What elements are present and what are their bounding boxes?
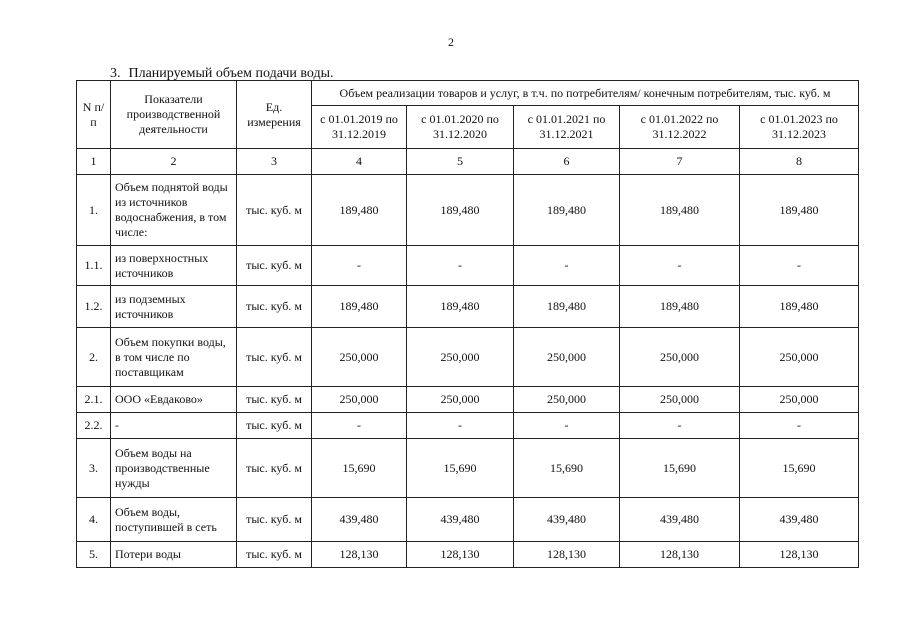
row-unit: тыс. куб. м — [237, 413, 312, 439]
row-value: - — [407, 413, 514, 439]
row-number: 5. — [77, 542, 111, 568]
row-value: 439,480 — [620, 498, 740, 542]
water-volume-table — [76, 80, 859, 568]
row-indicator: Объем поднятой воды из источников водоснабжения, в том числе: — [111, 175, 237, 246]
index-row — [77, 149, 859, 175]
column-index-cell: 5 — [407, 149, 514, 175]
column-index-cell: 7 — [620, 149, 740, 175]
table-row — [77, 439, 859, 498]
row-number: 1.2. — [77, 286, 111, 328]
row-unit: тыс. куб. м — [237, 387, 312, 413]
header-period: с 01.01.2021 по 31.12.2021 — [514, 106, 620, 149]
table-row — [77, 387, 859, 413]
row-unit: тыс. куб. м — [237, 246, 312, 286]
row-value: - — [620, 413, 740, 439]
row-value: 15,690 — [312, 439, 407, 498]
row-value: 250,000 — [620, 387, 740, 413]
row-value: - — [514, 246, 620, 286]
section-number: 3. — [110, 66, 121, 81]
row-value: - — [407, 246, 514, 286]
row-number: 2. — [77, 328, 111, 387]
row-indicator: Объем покупки воды, в том числе по поставщикам — [111, 328, 237, 387]
row-value: 189,480 — [514, 286, 620, 328]
page-number: 2 — [448, 35, 454, 49]
row-value: 439,480 — [312, 498, 407, 542]
header-period: с 01.01.2022 по 31.12.2022 — [620, 106, 740, 149]
header-num: N п/п — [77, 81, 111, 149]
section-title: Планируемый объем подачи воды. — [128, 66, 334, 81]
row-number: 1.1. — [77, 246, 111, 286]
header-period: с 01.01.2019 по 31.12.2019 — [312, 106, 407, 149]
row-unit: тыс. куб. м — [237, 286, 312, 328]
row-value: - — [312, 413, 407, 439]
column-index-cell: 1 — [77, 149, 111, 175]
row-indicator: - — [111, 413, 237, 439]
row-value: 128,130 — [740, 542, 859, 568]
row-number: 2.1. — [77, 387, 111, 413]
row-value: 128,130 — [514, 542, 620, 568]
table-row — [77, 175, 859, 246]
row-number: 2.2. — [77, 413, 111, 439]
row-value: 189,480 — [514, 175, 620, 246]
row-value: 189,480 — [620, 286, 740, 328]
table-row — [77, 413, 859, 439]
row-indicator: из поверхностных источников — [111, 246, 237, 286]
row-value: 250,000 — [740, 387, 859, 413]
column-index-cell: 3 — [237, 149, 312, 175]
row-number: 1. — [77, 175, 111, 246]
row-value: 250,000 — [620, 328, 740, 387]
row-value: 250,000 — [514, 328, 620, 387]
table-row — [77, 328, 859, 387]
row-unit: тыс. куб. м — [237, 542, 312, 568]
row-value: 15,690 — [514, 439, 620, 498]
row-value: - — [740, 413, 859, 439]
column-index-cell: 6 — [514, 149, 620, 175]
row-value: 189,480 — [740, 175, 859, 246]
header-period: с 01.01.2023 по 31.12.2023 — [740, 106, 859, 149]
row-value: - — [620, 246, 740, 286]
column-index-cell: 8 — [740, 149, 859, 175]
row-value: 250,000 — [407, 328, 514, 387]
row-value: 15,690 — [407, 439, 514, 498]
row-indicator: Объем воды, поступившей в сеть — [111, 498, 237, 542]
row-value: 189,480 — [312, 175, 407, 246]
row-indicator: ООО «Евдаково» — [111, 387, 237, 413]
row-unit: тыс. куб. м — [237, 175, 312, 246]
row-value: 250,000 — [312, 387, 407, 413]
row-value: - — [740, 246, 859, 286]
row-indicator: Потери воды — [111, 542, 237, 568]
header-group: Объем реализации товаров и услуг, в т.ч. по потребителям/ конечным потребителям, тыс. куб. м — [312, 81, 859, 106]
row-number: 4. — [77, 498, 111, 542]
row-indicator: из подземных источников — [111, 286, 237, 328]
row-value: 189,480 — [312, 286, 407, 328]
row-value: 15,690 — [740, 439, 859, 498]
header-period: с 01.01.2020 по 31.12.2020 — [407, 106, 514, 149]
table-row — [77, 246, 859, 286]
row-value: 250,000 — [514, 387, 620, 413]
header-row-1 — [77, 81, 859, 106]
column-index-cell: 2 — [111, 149, 237, 175]
row-value: 439,480 — [514, 498, 620, 542]
row-value: 189,480 — [407, 286, 514, 328]
table-row — [77, 498, 859, 542]
row-value: 250,000 — [312, 328, 407, 387]
row-value: 128,130 — [407, 542, 514, 568]
table-row — [77, 542, 859, 568]
row-unit: тыс. куб. м — [237, 439, 312, 498]
row-value: 250,000 — [740, 328, 859, 387]
row-value: 439,480 — [407, 498, 514, 542]
header-unit: Ед. измерения — [237, 81, 312, 149]
row-value: 439,480 — [740, 498, 859, 542]
column-index-cell: 4 — [312, 149, 407, 175]
row-value: 250,000 — [407, 387, 514, 413]
header-indicator: Показатели производственной деятельности — [111, 81, 237, 149]
row-value: 128,130 — [620, 542, 740, 568]
row-value: 189,480 — [740, 286, 859, 328]
row-value: 15,690 — [620, 439, 740, 498]
row-value: 189,480 — [620, 175, 740, 246]
row-value: 189,480 — [407, 175, 514, 246]
row-indicator: Объем воды на производственные нужды — [111, 439, 237, 498]
row-value: 128,130 — [312, 542, 407, 568]
row-unit: тыс. куб. м — [237, 498, 312, 542]
row-value: - — [514, 413, 620, 439]
table-row — [77, 286, 859, 328]
row-number: 3. — [77, 439, 111, 498]
row-unit: тыс. куб. м — [237, 328, 312, 387]
table-body — [77, 175, 859, 568]
row-value: - — [312, 246, 407, 286]
